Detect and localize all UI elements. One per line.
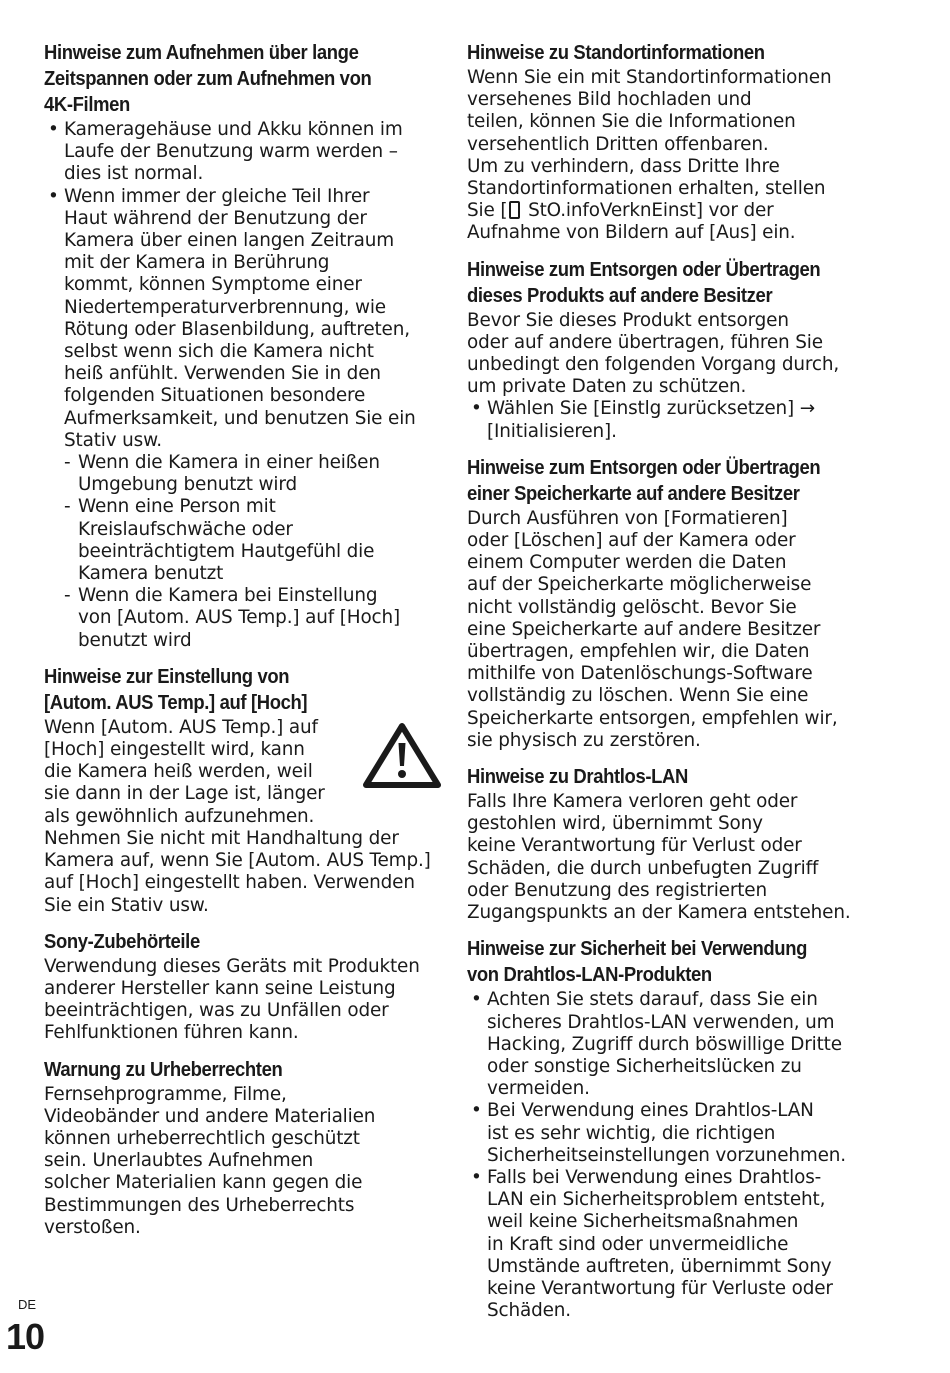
section-dispose-product	[467, 257, 867, 443]
section-auto-off-temp	[44, 664, 444, 917]
dash-list	[44, 452, 444, 652]
paragraph: Bevor Sie dieses Produkt entsorgen oder auf andere übertragen, führen Sie unbedingt den folgenden Vorgang durch, um private Daten zu schützen.	[467, 309, 840, 398]
warning-triangle-icon	[362, 721, 442, 791]
list-item: • Falls bei Verwendung eines Drahtlos- LAN ein Sicherheitsproblem entsteht, weil keine Sicherheitsmaßnahmen in Kraft sind oder unvermeidliche Umstände auftreten, übernimmt Sony keine Verantwortung für Verluste oder Schäden.	[467, 1167, 867, 1322]
section-wireless-lan	[467, 764, 867, 924]
paragraph: Wenn [Autom. AUS Temp.] auf [Hoch] eingestellt wird, kann die Kamera heiß werden, weil sie dann in der Lage ist, länger als gewöhnlich aufzunehmen.	[44, 716, 325, 827]
list-item: • Wenn immer der gleiche Teil Ihrer Haut während der Benutzung der Kamera über einen langen Zeitraum mit der Kamera in Berührung kommt, können Symptome einer Niedertemperaturverbrennung, wie Rötung oder Blasenbildung, auftreten, selbst wenn sich die Kamera nicht heiß anfühlt. Verwenden Sie in den folgenden Situationen besondere Aufmerksamkeit, und benutzen Sie ein Stativ usw.	[44, 186, 444, 452]
section-title: Hinweise zum Entsorgen oder Übertragen einer Speicherkarte auf andere Besitzer	[467, 455, 821, 505]
section-title: Hinweise zum Aufnehmen über lange Zeitspannen oder zum Aufnehmen von 4K-Filmen	[44, 41, 372, 116]
section-title: Hinweise zu Standortinformationen	[467, 41, 765, 64]
section-sony-accessories	[44, 929, 444, 1045]
paragraph: Nehmen Sie nicht mit Handhaltung der Kamera auf, wenn Sie [Autom. AUS Temp.] auf [Hoch] eingestellt haben. Verwenden Sie ein Stativ usw.	[44, 827, 431, 916]
list-item: • Bei Verwendung eines Drahtlos-LAN ist es sehr wichtig, die richtigen Sicherheitseinstellungen vorzunehmen.	[467, 1100, 867, 1167]
bullet-list	[467, 989, 867, 1322]
section-title: Hinweise zu Drahtlos-LAN	[467, 765, 688, 789]
section-location-info	[467, 40, 867, 245]
paragraph: Wenn Sie ein mit Standortinformationen versehenes Bild hochladen und teilen, können Sie die Informationen versehentlich Dritten offenbaren. Um zu verhindern, dass Dritte Ihre Standortinformationen erhalten, stellen Sie [ StO.infoVerknEinst] vor der Aufnahme von Bildern auf [Aus] ein.	[467, 67, 832, 244]
section-dispose-memory-card	[467, 455, 867, 752]
section-title: Hinweise zur Einstellung von [Autom. AUS Temp.] auf [Hoch]	[44, 664, 308, 714]
paragraph: Durch Ausführen von [Formatieren] oder [Löschen] auf der Kamera oder einem Computer werden die Daten auf der Speicherkarte möglicherweise nicht vollständig gelöscht. Bevor Sie eine Speicherkarte auf andere Besitzer übertragen, empfehlen wir, die Daten mithilfe von Datenlöschungs-Software vollständig zu löschen. Wenn Sie eine Speicherkarte entsorgen, empfehlen wir, sie physisch zu zerstören.	[467, 507, 838, 751]
paragraph: Fernsehprogramme, Filme, Videobänder und andere Materialien können urheberrechtlich geschützt sein. Unerlaubtes Aufnehmen solcher Materialien kann gegen die Bestimmungen des Urheberrechts verstoßen.	[44, 1083, 376, 1238]
list-item: • Achten Sie stets darauf, dass Sie ein sicheres Drahtlos-LAN verwenden, um Hacking, Zugriff durch böswillige Dritte oder sonstige Sicherheitslücken zu vermeiden.	[467, 989, 867, 1100]
warning-block	[44, 717, 444, 917]
section-wireless-security	[467, 936, 867, 1322]
list-item: - Wenn die Kamera in einer heißen Umgebung benutzt wird	[44, 452, 444, 496]
paragraph: Falls Ihre Kamera verloren geht oder gestohlen wird, übernimmt Sony keine Verantwortung für Verlust oder Schäden, die durch unbefugten Zugriff oder Benutzung des registrierten Zugangspunkts an der Kamera entstehen.	[467, 791, 851, 924]
section-title: Sony-Zubehörteile	[44, 929, 200, 953]
bullet-list	[467, 398, 867, 442]
paragraph: Verwendung dieses Geräts mit Produkten anderer Hersteller kann seine Leistung beeinträchtigen, was zu Unfällen oder Fehlfunktionen führen kann.	[44, 955, 420, 1044]
right-column	[467, 40, 867, 1334]
section-title: Hinweise zum Entsorgen oder Übertragen dieses Produkts auf andere Besitzer	[467, 257, 821, 307]
list-item: - Wenn die Kamera bei Einstellung von [Autom. AUS Temp.] auf [Hoch] benutzt wird	[44, 585, 444, 652]
memory-card-icon	[509, 201, 520, 219]
section-copyright	[44, 1057, 444, 1239]
bullet-list	[44, 119, 444, 452]
left-column	[44, 40, 444, 1251]
section-long-recording	[44, 40, 444, 652]
footer-language: DE	[18, 1297, 37, 1312]
list-item: • Wählen Sie [Einstlg zurücksetzen] → [Initialisieren].	[467, 398, 867, 442]
list-item: - Wenn eine Person mit Kreislaufschwäche oder beeinträchtigtem Hautgefühl die Kamera benutzt	[44, 496, 444, 585]
list-item: • Kameragehäuse und Akku können im Laufe der Benutzung warm werden – dies ist normal.	[44, 119, 444, 186]
section-title: Hinweise zur Sicherheit bei Verwendung von Drahtlos-LAN-Produkten	[467, 937, 808, 987]
page-number: 10	[6, 1316, 45, 1357]
section-title: Warnung zu Urheberrechten	[44, 1057, 283, 1081]
